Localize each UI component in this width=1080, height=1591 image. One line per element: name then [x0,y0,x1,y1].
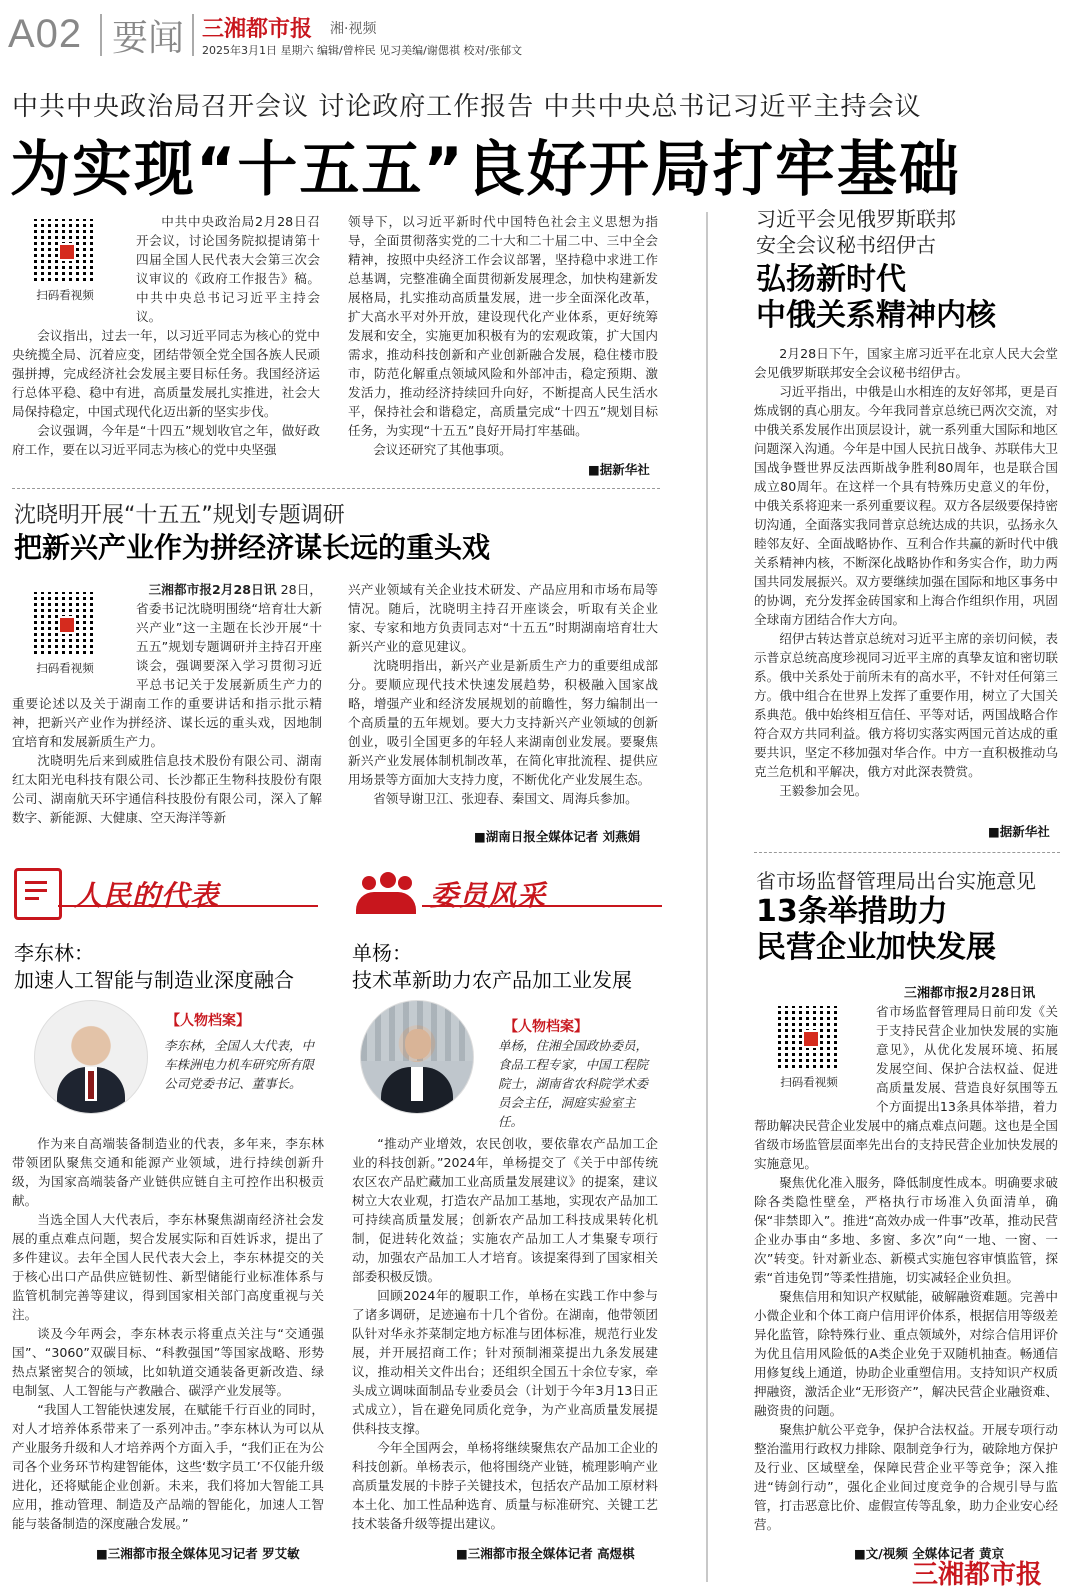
lead-column-2 [348,212,658,459]
paragraph: 三湘都市报2月28日讯 28日，省委书记沈晓明围绕“培育壮大新兴产业”这一主题在长沙开展“十五五”规划专题调研并主持召开座谈会，强调要深入学习贯彻习近平总书记关于发展新质生产力的重要论述以及关于湖南工作的重要讲话和指示批示精神，把新兴产业作为拼经济、谋长远的重头戏，因地制宜培育和发展新质生产力。 [12,582,322,749]
article2-column-2 [348,580,658,808]
dateline: 三湘都市报2月28日讯 [904,986,1036,1001]
member-dossier-label: 【人物档案】 [504,1019,588,1035]
source-credit: ■据新华社 [588,462,650,477]
section-divider [754,852,1060,853]
lead-column-1 [12,212,320,459]
paragraph: 谈及今年两会，李东林表示将重点关注与“交通强国”、“3060”双碳目标、“科教强国”等国家战略、形势热点紧密契合的领域，比如轨道交通装备更新改造、绿电制氢、人工智能与产教融合、碳浮产业发展等。 [12,1326,324,1398]
member-name: 单杨： [352,941,412,965]
right2-body [754,1002,1058,1534]
paragraph: 聚焦优化准入服务，降低制度性成本。明确要求破除各类隐性壁垒，严格执行市场准入负面清单，确保“非禁即入”。推进“高效办成一件事”改革，推动民营企业办事由“多地、多窗、多次”向“一地、一窗、一次”转变。针对新业态、新模式实施包容审慎监管，探索“首违免罚”等柔性措施，切实减轻企业负担。 [754,1175,1058,1285]
masthead-divider [192,14,194,56]
right2-title-line1: 13条举措助力 [756,894,948,929]
rep-title: 加速人工智能与制造业深度融合 [14,968,294,992]
paragraph: 习近平指出，中俄是山水相连的友好邻邦，更是百炼成钢的真心朋友。今年我同普京总统已两次交流，对中俄关系发展作出顶层设计，就一系列重大国际和地区问题深入沟通。今年是中国人民抗日战争、苏联伟大卫国战争暨世界反法西斯战争胜利80周年，也是联合国成立80周年。在这样一个具有特殊历史意义的年份，中俄关系将迎来一系列重要议程。双方各层级要保持密切沟通，全面落实我同普京总统达成的共识，弘扬永久睦邻友好、全面战略协作、互利合作共赢的新时代中俄关系精神内核，不断深化战略协作和务实合作，助力两国共同发展振兴。双方要继续加强在国际和地区事务中的协调，充分发挥金砖国家和上海合作组织作用，巩固全球南方团结合作大方向。 [754,384,1058,627]
paragraph: 会议指出，过去一年，以习近平同志为核心的党中央统揽全局、沉着应变，团结带领全党全国各族人民顽强拼搏，完成经济社会发展主要目标任务。我国经济运行总体平稳、稳中有进，高质量发展扎实推进，社会大局保持稳定，中国式现代化迈出新的坚实步伐。 [12,328,320,419]
member-body [352,1134,658,1533]
article2-column-1 [12,580,322,827]
source-credit: ■三湘都市报全媒体记者 高煜棋 [456,1546,635,1561]
right1-subtitle-line2: 安全会议秘书绍伊古 [756,233,936,257]
lead-subtitle: 中共中央政治局召开会议 讨论政府工作报告 中共中央总书记习近平主持会议 [12,92,922,122]
masthead-divider [100,14,102,56]
qr-label: 扫码看视频 [36,288,94,302]
member-badge: 委员风采 [430,879,547,912]
paragraph: “推动产业增效，农民创收，要依靠农产品加工企业的科技创新。”2024年，单杨提交了《关于中部传统农区农产品贮藏加工业高质量发展建议》的提案，建议树立大农业观，打造农产品加工基地，实现农产品加工可持续高质量发展；创新农产品加工科技成果转化机制，促进转化效益；实施农产品加工人才集聚专项行动，加强农产品加工人才培育。该提案得到了国家相关部委积极反馈。 [352,1136,658,1284]
paragraph: 当选全国人大代表后，李东林聚焦湖南经济社会发展的重点难点问题，契合发展实际和百姓诉求，提出了多件建议。去年全国人民代表大会上，李东林提交的关于核心出口产品供应链韧性、新型储能行业标准体系与监管机制完善等建议，得到国家相关部门高度重视与关注。 [12,1212,324,1322]
lead-title: 为实现“十五五”良好开局打牢基础 [10,135,961,205]
rep-photo [34,1000,148,1114]
source-credit: ■三湘都市报全媒体见习记者 罗艾敏 [96,1546,300,1561]
paragraph: 绍伊古转达普京总统对习近平主席的亲切问候，表示普京总统高度珍视同习近平主席的真挚友谊和密切联系。俄中关系处于前所未有的高水平，不针对任何第三方。俄中组合在世界上发挥了重要作用，树立了大国关系典范。俄中始终相互信任、平等对话，两国战略合作符合双方共同利益。俄方将切实落实两国元首达成的重要共识，坚定不移加强对华合作。中方一直积极推动乌克兰危机和平解决，俄方对此深表赞赏。 [754,631,1058,779]
people-icon [354,872,420,916]
paragraph: 沈晓明先后来到威胜信息技术股份有限公司、湖南红太阳光电科技有限公司、长沙都正生物科技股份有限公司、湖南航天环宇通信科技股份有限公司，深入了解数字、新能源、大健康、空天海洋等新 [12,753,322,825]
paragraph: 聚焦护航公平竞争，保护合法权益。开展专项行动整治滥用行政权力排除、限制竞争行为，破除地方保护及行业、区域壁垒，保障民营企业平等竞争；深入推进“铸剑行动”，强化企业间过度竞争的合规引导与监管，打击恶意比价、虚假宣传等乱象，助力企业安心经营。 [754,1422,1058,1532]
rep-name: 李东林： [14,941,94,965]
paragraph: 聚焦信用和知识产权赋能，破解融资难题。完善中小微企业和个体工商户信用评价体系，根据信用等级差异化监管，除特殊行业、重点领域外，对综合信用评价为优且信用风险低的A类企业免于双随机抽查。畅通信用修复线上通道，协助企业重塑信用。支持知识产权质押融资，激活企业“无形资产”，解决民营企业融资难、融资贵的问题。 [754,1289,1058,1418]
article2-title: 把新兴产业作为拼经济谋长远的重头戏 [14,531,491,564]
right1-title-line2: 中俄关系精神内核 [756,298,996,333]
rep-badge: 人民的代表 [74,879,220,912]
paragraph: “我国人工智能快速发展，在赋能千行百业的同时，对人才培养体系带来了一系列冲击。”李东林认为可以从产业服务升级和人才培养两个方面入手，“我们正在为公司各个业务环节构建智能体，这些‘数字员工’不仅能升级进化，还将赋能企业创新。未来，我们将加大智能工具应用，推动管理、制造及产品端的智能化，加速人工智能与装备制造的深度融合发展。” [12,1402,324,1531]
document-icon [14,868,62,920]
right2-title-line2: 民营企业加快发展 [756,930,996,965]
column-divider [706,212,708,1582]
section-divider [12,488,660,489]
paragraph: 中共中央政治局2月28日召开会议，讨论国务院拟提请第十四届全国人民代表大会第三次会议审议的《政府工作报告》稿。中共中央总书记习近平主持会议。 [136,214,320,324]
right1-body [754,344,1058,800]
member-photo [360,1000,474,1114]
paragraph: 王毅参加会见。 [779,783,868,798]
page-number: A02 [8,12,83,56]
paragraph: 沈晓明指出，新兴产业是新质生产力的重要组成部分。要顺应现代技术快速发展趋势，积极融入国家战略，增强产业和经济发展规划的前瞻性，努力编制出一个高质量的五年规划。要大力支持新兴产业领域的创新创业，吸引全国更多的年轻人来湖南创业发展。要聚焦新兴产业发展体制机制改革，在简化审批流程、提供应用场景等方面加大支持力度，不断优化产业发展生态。 [348,658,658,787]
paragraph: 兴产业领域有关企业技术研发、产品应用和市场布局等情况。随后，沈晓明主持召开座谈会，听取有关企业家、专家和地方负责同志对“十五五”时期湖南培育壮大新兴产业的意见建议。 [348,582,658,654]
dateline: 三湘都市报2月28日讯 [148,582,277,597]
masthead-info: 2025年3月1日 星期六 编辑/曾梓民 见习美编/谢偲祺 校对/张郁文 [202,44,523,57]
qr-label: 扫码看视频 [36,661,94,675]
paragraph: 会议强调，今年是“十四五”规划收官之年，做好政府工作，要在以习近平同志为核心的党中央坚强 [12,423,320,457]
right1-subtitle-line1: 习近平会见俄罗斯联邦 [756,207,956,231]
paragraph: 领导下，以习近平新时代中国特色社会主义思想为指导，全面贯彻落实党的二十大和二十届二中、三中全会精神，按照中央经济工作会议部署，坚持稳中求进工作总基调，完整准确全面贯彻新发展理念，加快构建新发展格局，扎实推动高质量发展，进一步全面深化改革，扩大高水平对外开放，建设现代化产业体系，更好统筹发展和安全，实施更加积极有为的宏观政策，扩大国内需求，推动科技创新和产业创新融合发展，稳住楼市股市，防范化解重点领域风险和外部冲击，稳定预期、激发活力，推动经济持续回升向好，不断提高人民生活水平，保持社会和谐稳定，高质量完成“十四五”规划目标任务，为实现“十五五”良好开局打牢基础。 [348,214,658,438]
source-credit: ■据新华社 [988,824,1050,839]
paragraph: 会议还研究了其他事项。 [373,442,512,457]
paragraph: 回顾2024年的履职工作，单杨在实践工作中参与了诸多调研，足迹遍布十几个省份。在湖南，他带领团队针对华永芥菜制定地方标准与团体标准，规范行业发展，并开展招商工作；针对预制湘菜提出九条发展建议，推动相关文件出台；还组织全国五十余位专家，牵头成立调味面制品专业委员会（计划于今年3月13日正式成立），旨在避免同质化竞争，为产业高质量发展提供科技支撑。 [352,1288,658,1436]
rep-body [12,1134,324,1533]
rep-dossier-label: 【人物档案】 [166,1013,250,1029]
paragraph: 作为来自高端装备制造业的代表，多年来，李东林带领团队聚焦交通和能源产业领域，进行持续创新升级，为国家高端装备产业链供应链自主可控作出积极贡献。 [12,1136,324,1208]
paragraph: 省领导谢卫江、张迎春、秦国文、周海兵参加。 [373,791,638,806]
section-name: 要闻 [112,18,185,59]
right1-title-line1: 弘扬新时代 [756,262,906,297]
rep-dossier: 李东林，全国人大代表，中车株洲电力机车研究所有限公司党委书记、董事长。 [164,1038,315,1091]
footer-logo: 三湘都市报 [912,1560,1043,1590]
paragraph: 省市场监督管理局日前印发《关于支持民营企业加快发展的实施意见》，从优化发展环境、拓展发展空间、保护合法权益、促进高质量发展、营造良好氛围等五个方面提出13条具体举措，着力帮助解决民营企业发展中的痛点难点问题。这也是全国省级市场监管层面率先出台的支持民营企业加快发展的实施意见。 [754,1004,1058,1171]
video-logo: 湘·视频 [330,21,377,37]
paragraph: 2月28日下午，国家主席习近平在北京人民大会堂会见俄罗斯联邦安全会议秘书绍伊古。 [754,346,1058,380]
member-title: 技术革新助力农产品加工业发展 [352,968,632,992]
paper-logo: 三湘都市报 [202,17,313,42]
paragraph: 今年全国两会，单杨将继续聚焦农产品加工企业的科技创新。单杨表示，他将围绕产业链，梳理影响产业高质量发展的卡脖子关键技术，包括农产品加工原材料本土化、加工性品种选育、质量与标准研究、关键工艺技术装备升级等提出建议。 [352,1440,658,1531]
member-dossier: 单杨，住湘全国政协委员，食品工程专家，中国工程院院士，湖南省农科院学术委员会主任，洞庭实验室主任。 [498,1038,649,1129]
qr-label: 扫码看视频 [780,1075,838,1089]
article2-subtitle: 沈晓明开展“十五五”规划专题调研 [14,503,345,528]
right2-subtitle: 省市场监督管理局出台实施意见 [756,869,1036,893]
source-credit: ■文/视频 全媒体记者 黄京 [854,1546,1005,1561]
source-credit: ■湖南日报全媒体记者 刘燕娟 [474,829,641,844]
